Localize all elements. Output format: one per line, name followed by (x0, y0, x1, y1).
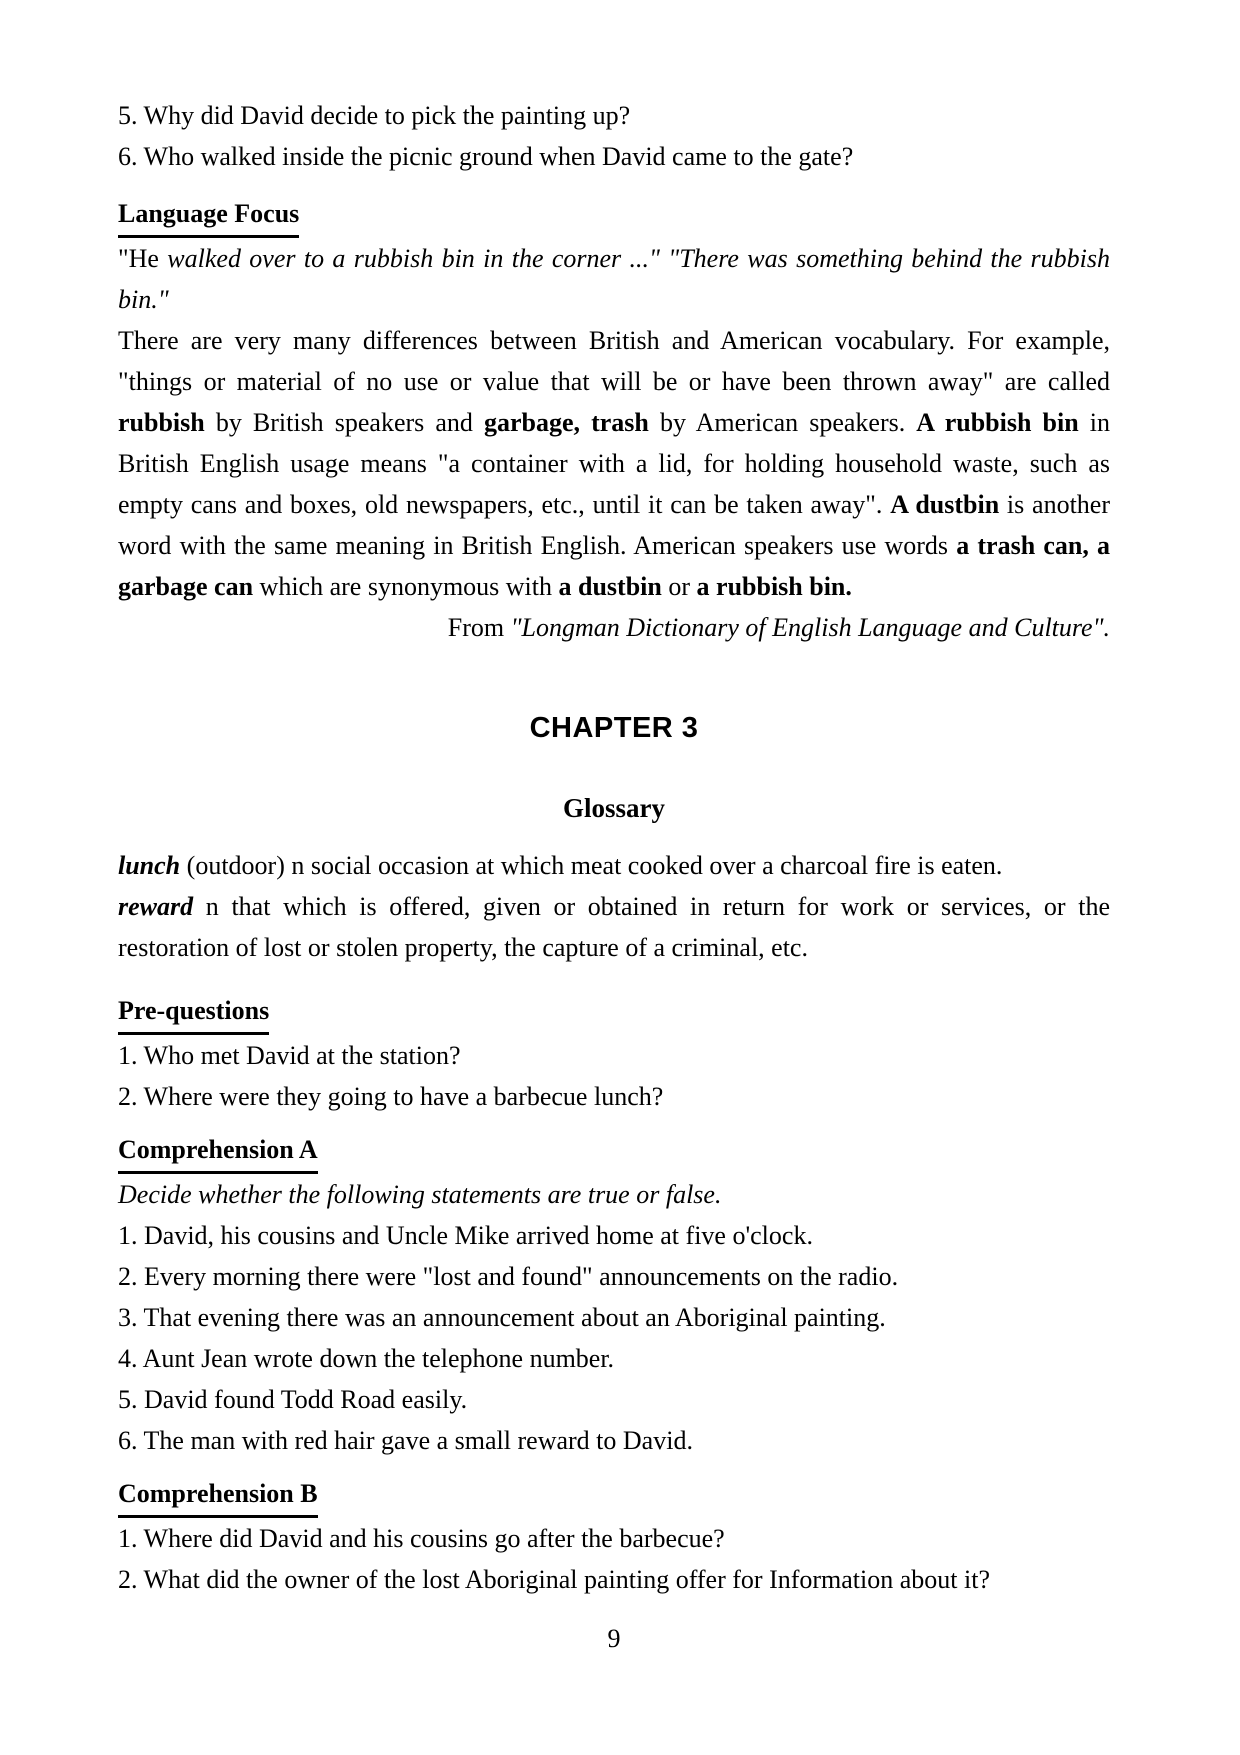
glossary-term: lunch (118, 851, 181, 880)
source-normal-lead: From (447, 613, 511, 642)
paragraph-segment-bold: a rubbish bin. (696, 572, 852, 601)
pre-question-item: 2. Where were they going to have a barbecue lunch? (118, 1082, 664, 1111)
glossary-entry-lunch (118, 845, 1110, 886)
glossary-definition: (outdoor) n social occasion at which meat cooked over a charcoal fire is eaten. (180, 851, 1003, 880)
paragraph-segment: is another word with the same meaning in British English. American speakers use words (118, 490, 1110, 560)
question-line-5: 5. Why did David decide to pick the painting up? (118, 101, 631, 130)
glossary-definition: n that which is offered, given or obtained in return for work or services, or the restoration of lost or stolen property, the capture of a criminal, etc. (118, 892, 1110, 962)
glossary-entry-reward (118, 886, 1110, 968)
language-focus-paragraph (118, 320, 1110, 607)
comprehension-a-item: 6. The man with red hair gave a small reward to David. (118, 1426, 693, 1455)
comprehension-a-item: 2. Every morning there were "lost and found" announcements on the radio. (118, 1262, 899, 1291)
section-heading-comprehension-a (118, 1129, 1110, 1174)
chapter-title: CHAPTER 3 (529, 712, 699, 744)
glossary-heading: Glossary (562, 793, 665, 823)
paragraph-segment-bold: a trash can, a garbage can (118, 531, 1110, 601)
comprehension-a-item: 3. That evening there was an announcement about an Aboriginal painting. (118, 1303, 886, 1332)
source-attribution (118, 607, 1110, 648)
paragraph-segment: which are synonymous with (253, 572, 559, 601)
comprehension-a-item: 5. David found Todd Road easily. (118, 1385, 468, 1414)
source-italic-title: "Longman Dictionary of English Language and Culture". (510, 613, 1110, 642)
quote-normal-lead: "He (118, 244, 168, 273)
paragraph-segment: by American speakers. (648, 408, 917, 437)
section-heading-label: Comprehension B (118, 1473, 318, 1518)
pre-question-item: 1. Who met David at the station? (118, 1041, 461, 1070)
section-heading-label: Language Focus (118, 193, 299, 238)
paragraph-segment: There are very many differences between British and American vocabulary. For example, "things or material of no use or value that will be or have been thrown away" are called (118, 326, 1110, 396)
section-heading-pre-questions (118, 990, 1110, 1035)
comprehension-b-item: 1. Where did David and his cousins go after the barbecue? (118, 1524, 725, 1553)
section-heading-comprehension-b (118, 1473, 1110, 1518)
paragraph-segment: by British speakers and (204, 408, 484, 437)
page-number: 9 (607, 1624, 621, 1653)
paragraph-segment-bold: rubbish (118, 408, 205, 437)
section-heading-label: Comprehension A (118, 1129, 318, 1174)
paragraph-segment-bold: A rubbish bin (916, 408, 1079, 437)
section-heading-language-focus (118, 193, 1110, 238)
glossary-term: reward (118, 892, 194, 921)
glossary-block (118, 845, 1110, 968)
paragraph-segment-bold: a dustbin (558, 572, 662, 601)
quote-italic-rest: walked over to a rubbish bin in the corner ..." "There was something behind the rubbish bin." (118, 244, 1110, 314)
paragraph-segment: in British English usage means "a container with a lid, for holding household waste, such as empty cans and boxes, old newspapers, etc., until it can be taken away". (118, 408, 1110, 519)
comprehension-a-item: 4. Aunt Jean wrote down the telephone number. (118, 1344, 615, 1373)
paragraph-segment: or (661, 572, 697, 601)
section-heading-label: Pre-questions (118, 990, 269, 1035)
comprehension-b-item: 2. What did the owner of the lost Aboriginal painting offer for Information about it? (118, 1565, 991, 1594)
paragraph-segment-bold: A dustbin (890, 490, 1000, 519)
language-focus-quote (118, 238, 1110, 320)
comprehension-a-item: 1. David, his cousins and Uncle Mike arrived home at five o'clock. (118, 1221, 813, 1250)
paragraph-segment-bold: garbage, trash (483, 408, 649, 437)
question-line-6: 6. Who walked inside the picnic ground when David came to the gate? (118, 142, 854, 171)
comprehension-a-instruction: Decide whether the following statements are true or false. (118, 1180, 722, 1209)
